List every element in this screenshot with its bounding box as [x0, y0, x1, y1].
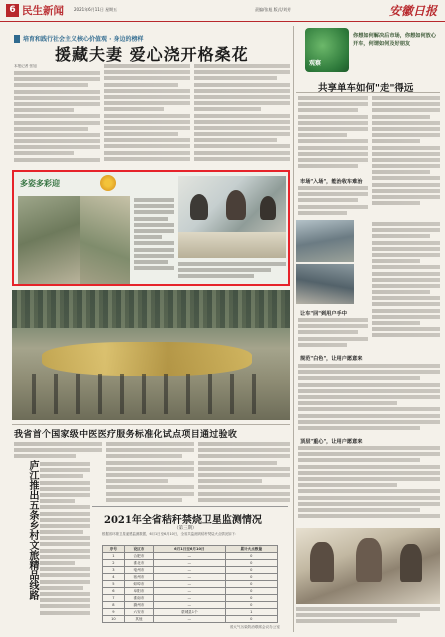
photo-bottom-right [296, 528, 440, 604]
photo-festival-mid [80, 196, 130, 284]
emblem-icon [100, 175, 116, 191]
bike-column-1b [298, 186, 368, 218]
table-cell: — [154, 602, 225, 609]
table-title: 2021年全省秸秆禁烧卫星监测情况 [104, 515, 262, 526]
table-row [103, 616, 278, 623]
table-cell: — [154, 595, 225, 602]
table-row [103, 581, 278, 588]
date-line: 2021年6月11日 星期五 [74, 7, 118, 12]
tcm-column-3 [198, 442, 290, 504]
table-cell: 淮南市 [124, 595, 153, 602]
bike-column-1a [298, 96, 368, 176]
table-cell: 蚌埠市 [124, 581, 153, 588]
table-cell: — [154, 567, 225, 574]
table-cell: 阜阳市 [124, 588, 153, 595]
bike-subhead-3: 顶层"重心"，让用户愿意来 [300, 439, 363, 445]
table-cell: 0 [225, 567, 277, 574]
table-cell: 淮北市 [124, 560, 153, 567]
table-issue: （第三期） [174, 526, 197, 531]
straw-burning-table-box [92, 506, 288, 632]
section-rule [296, 92, 440, 93]
table-cell: 5 [103, 581, 125, 588]
table-cell: 7 [103, 595, 125, 602]
table-row [103, 553, 278, 560]
photo-bottom-right-caption [296, 607, 440, 626]
table-cell: 0 [225, 602, 277, 609]
table-row [103, 567, 278, 574]
bike-column-3 [298, 364, 440, 436]
bike-column-2b [372, 222, 440, 352]
table-cell: 宿州市 [124, 574, 153, 581]
table-cell: — [154, 553, 225, 560]
photo-bike-left [296, 220, 354, 262]
paper-logo: 安徽日报 [388, 4, 437, 18]
table-cell: 0 [225, 595, 277, 602]
table-cell: 0 [225, 560, 277, 567]
table-row [103, 588, 278, 595]
column-rule [293, 26, 294, 632]
photo-feature-box [12, 170, 290, 286]
bike-column-4 [298, 446, 440, 524]
table-cell: 3 [103, 567, 125, 574]
table-cell: 0 [225, 553, 277, 560]
table-source: 省大气污染防治联席会议办公室 [229, 625, 280, 629]
page-number: 6 [6, 4, 19, 17]
section-name: 民生新闻 [22, 5, 64, 17]
lujiang-column [40, 462, 90, 632]
table-cell: 蒙城县1个 [154, 609, 225, 616]
table-cell: 0 [225, 588, 277, 595]
table-row [103, 595, 278, 602]
table-note: 根据省环境卫星遥感监测数据，6月1日至6月10日，全省共监测到秸秆焚烧火点情况如下： [102, 532, 239, 536]
table-cell: — [154, 588, 225, 595]
tcm-standard-headline: 我省首个国家级中医医疗服务标准化试点项目通过验收 [14, 430, 238, 440]
observation-teaser [305, 28, 441, 78]
bike-subhead-2: 规范"白色"，让用户愿意来 [300, 356, 363, 362]
table-header-cell: 6月1日至6月10日 [154, 546, 225, 553]
lead-column-3 [194, 64, 290, 168]
series-banner [14, 28, 194, 43]
table-cell: — [154, 616, 225, 623]
table-row [103, 560, 278, 567]
table-cell: 其他 [124, 616, 153, 623]
observation-tag: 观察 [309, 60, 322, 67]
bike-subhead-1: 市场"入场"，能治收车难治 [300, 179, 363, 185]
table-cell: 0 [225, 581, 277, 588]
table-cell: 6 [103, 588, 125, 595]
photo-children-dumplings [178, 176, 286, 258]
table-header-row [103, 546, 278, 553]
lead-headline: 援藏夫妻 爱心浇开格桑花 [55, 45, 249, 64]
series-label: 培育和践行社会主义核心价值观 · 身边的榜样 [23, 36, 144, 43]
table-header-cell: 累计火点数量 [225, 546, 277, 553]
table-cell: — [154, 560, 225, 567]
table-cell: 1 [225, 609, 277, 616]
photo-bike-left-2 [296, 264, 354, 304]
table-header-cell: 序号 [103, 546, 125, 553]
table-cell: 9 [103, 609, 125, 616]
table-cell: — [154, 581, 225, 588]
table-cell: 合肥市 [124, 553, 153, 560]
photo-feature-title: 多姿多彩迎 [20, 178, 60, 188]
table-cell: 滁州市 [124, 602, 153, 609]
table-header-cell: 设区市 [124, 546, 153, 553]
lead-column-1 [14, 64, 100, 168]
table-row [103, 602, 278, 609]
straw-burning-table [102, 545, 278, 623]
lead-column-2 [104, 64, 190, 168]
table-cell: 亳州市 [124, 567, 153, 574]
lead-byline: 本报记者 张旭 [14, 64, 37, 68]
table-cell: 8 [103, 602, 125, 609]
photo-caption-left [134, 198, 174, 272]
bike-subhead-4: 让车"回"到用户手中 [300, 311, 347, 317]
table-cell: 4 [103, 574, 125, 581]
table-cell: 0 [225, 616, 277, 623]
editor-line: 责编/张旭 版式/刘芳 [255, 7, 291, 12]
photo-dragon-dance [12, 290, 290, 420]
bike-column-2 [372, 96, 440, 218]
table-cell: 2 [103, 560, 125, 567]
section-rule [12, 424, 290, 425]
table-cell: — [154, 574, 225, 581]
table-cell: 1 [103, 553, 125, 560]
table-cell: 0 [225, 574, 277, 581]
masthead [0, 0, 445, 22]
observation-teaser-text: 你想如何解决后市场，你想如何放心开车，何谓如何及好朋友 [353, 33, 437, 47]
bike-column-1c [298, 318, 368, 352]
table-row [103, 609, 278, 616]
photo-festival-left [18, 196, 80, 284]
lujiang-tourism-headline: 庐江推出五条乡村文旅精品线路 [27, 460, 38, 600]
table-row [103, 574, 278, 581]
photo-caption-right [178, 262, 286, 281]
tcm-column-2 [106, 442, 194, 504]
series-marker-icon [14, 35, 20, 43]
bike-sharing-headline: 共享单车如何"走"得远 [318, 83, 414, 94]
table-cell: 10 [103, 616, 125, 623]
table-cell: 六安市 [124, 609, 153, 616]
tcm-column-1 [14, 442, 102, 460]
